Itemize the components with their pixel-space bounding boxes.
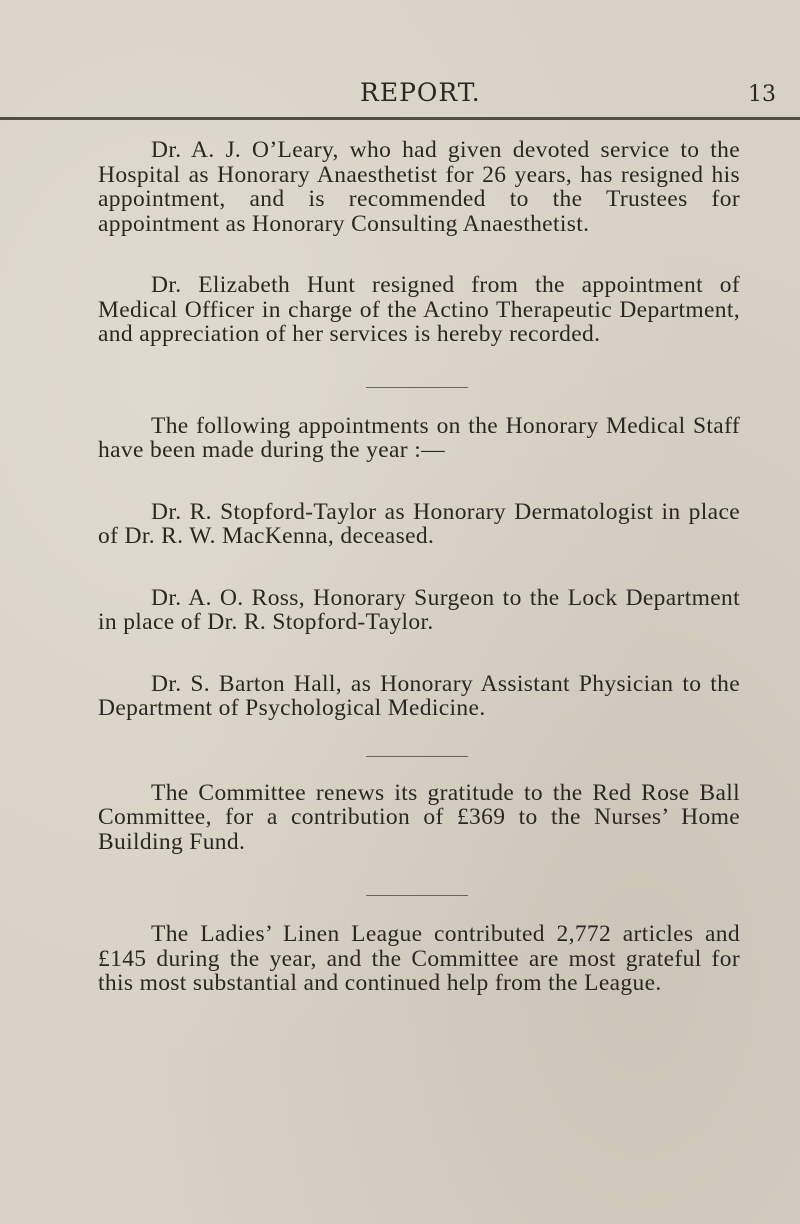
- header-rule: [0, 117, 800, 120]
- paragraph-appointment-barton-hall: Dr. S. Barton Hall, as Honorary Assistant Physician to the Department of Psychological Medicine.: [98, 670, 740, 721]
- paragraph-hunt-resignation: Dr. Elizabeth Hunt resigned from the appointment of Medical Officer in charge of the Actino Therapeutic Department, and appreciation of her services is hereby recorded.: [98, 272, 740, 347]
- spacer: [98, 549, 740, 586]
- spacer: [98, 347, 740, 387]
- paragraph-appointment-ross: Dr. A. O. Ross, Honorary Surgeon to the Lock Department in place of Dr. R. Stopford-Taylor.: [98, 584, 740, 635]
- paragraph-linen-league: The Ladies’ Linen League contributed 2,772 articles and £145 during the year, and the Committee are most grateful for this most substantial and continued help from the League.: [98, 921, 740, 996]
- page-number: 13: [748, 82, 776, 107]
- spacer: [98, 388, 740, 414]
- report-body: [98, 138, 740, 996]
- spacer: [98, 463, 740, 500]
- spacer: [98, 635, 740, 672]
- paragraph-appointment-stopford-taylor: Dr. R. Stopford-Taylor as Honorary Dermatologist in place of Dr. R. W. MacKenna, deceased.: [98, 498, 740, 549]
- paragraph-red-rose-ball: The Committee renews its gratitude to the Red Rose Ball Committee, for a contribution of £369 to the Nurses’ Home Building Fund.: [98, 779, 740, 855]
- page-title: REPORT.: [360, 78, 481, 107]
- paragraph-oleary-resignation: Dr. A. J. O’Leary, who had given devoted service to the Hospital as Honorary Anaesthetist for 26 years, has resigned his appointment, and is recommended to the Trustees for appointment as Honorary Consulting Anaesthetist.: [98, 137, 740, 237]
- paragraph-appointments-intro: The following appointments on the Honorary Medical Staff have been made during the year :—: [98, 412, 740, 463]
- spacer: [98, 721, 740, 756]
- spacer: [98, 896, 740, 922]
- spacer: [98, 236, 740, 273]
- spacer: [98, 757, 740, 781]
- spacer: [98, 854, 740, 895]
